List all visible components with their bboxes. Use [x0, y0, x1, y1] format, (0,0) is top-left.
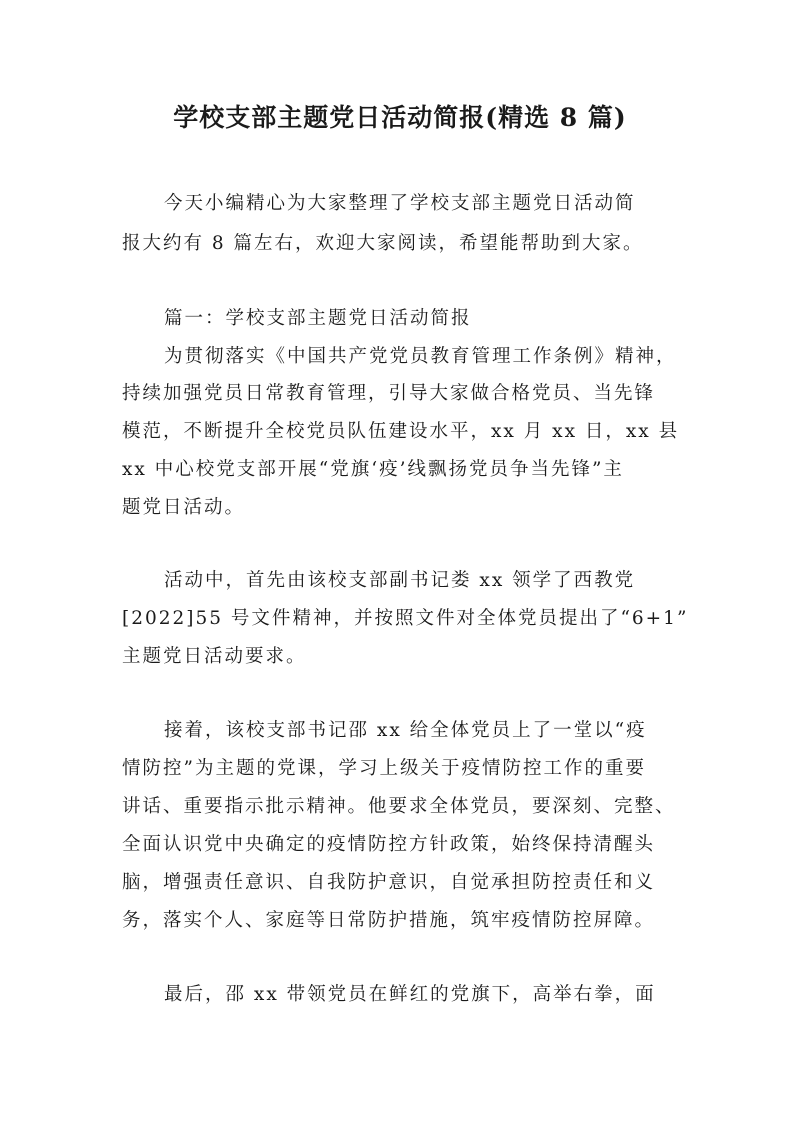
paragraph-3-line-4: 全面认识党中央确定的疫情防控方针政策，始终保持清醒头 — [122, 834, 656, 855]
paragraph-3-line-3: 讲话、重要指示批示精神。他要求全体党员，要深刻、完整、 — [122, 796, 676, 817]
paragraph-2-line-3: 主题党日活动要求。 — [122, 646, 307, 667]
section-heading: 篇一：学校支部主题党日活动简报 — [164, 308, 472, 329]
intro-line-1: 今天小编精心为大家整理了学校支部主题党日活动简 — [164, 193, 636, 214]
paragraph-1-line-1: 为贯彻落实《中国共产党党员教育管理工作条例》精神， — [164, 346, 677, 367]
paragraph-3-line-1: 接着，该校支部书记邵 xx 给全体党员上了一堂以“疫 — [164, 720, 647, 741]
paragraph-1-line-4: xx 中心校党支部开展“党旗‘疫’线飘扬党员争当先锋”主 — [122, 459, 624, 480]
paragraph-1-line-2: 持续加强党员日常教育管理，引导大家做合格党员、当先锋 — [122, 383, 656, 404]
paragraph-3-line-5: 脑，增强责任意识、自我防护意识，自觉承担防控责任和义 — [122, 872, 656, 893]
paragraph-2-line-2: [2022]55 号文件精神，并按照文件对全体党员提出了“6+1” — [122, 608, 689, 629]
paragraph-2-line-1: 活动中，首先由该校支部副书记娄 xx 领学了西教党 — [164, 570, 636, 591]
paragraph-1-line-3: 模范，不断提升全校党员队伍建设水平，xx 月 xx 日，xx 县 — [122, 421, 680, 442]
intro-line-2: 报大约有 8 篇左右，欢迎大家阅读，希望能帮助到大家。 — [122, 233, 644, 254]
paragraph-3-line-6: 务，落实个人、家庭等日常防护措施，筑牢疫情防控屏障。 — [122, 910, 656, 931]
paragraph-1-line-5: 题党日活动。 — [122, 497, 246, 518]
paragraph-3-line-2: 情防控”为主题的党课，学习上级关于疫情防控工作的重要 — [122, 758, 646, 779]
document-title: 学校支部主题党日活动简报(精选 8 篇) — [173, 103, 627, 132]
paragraph-4-line-1: 最后，邵 xx 带领党员在鲜红的党旗下，高举右拳，面 — [164, 984, 656, 1005]
